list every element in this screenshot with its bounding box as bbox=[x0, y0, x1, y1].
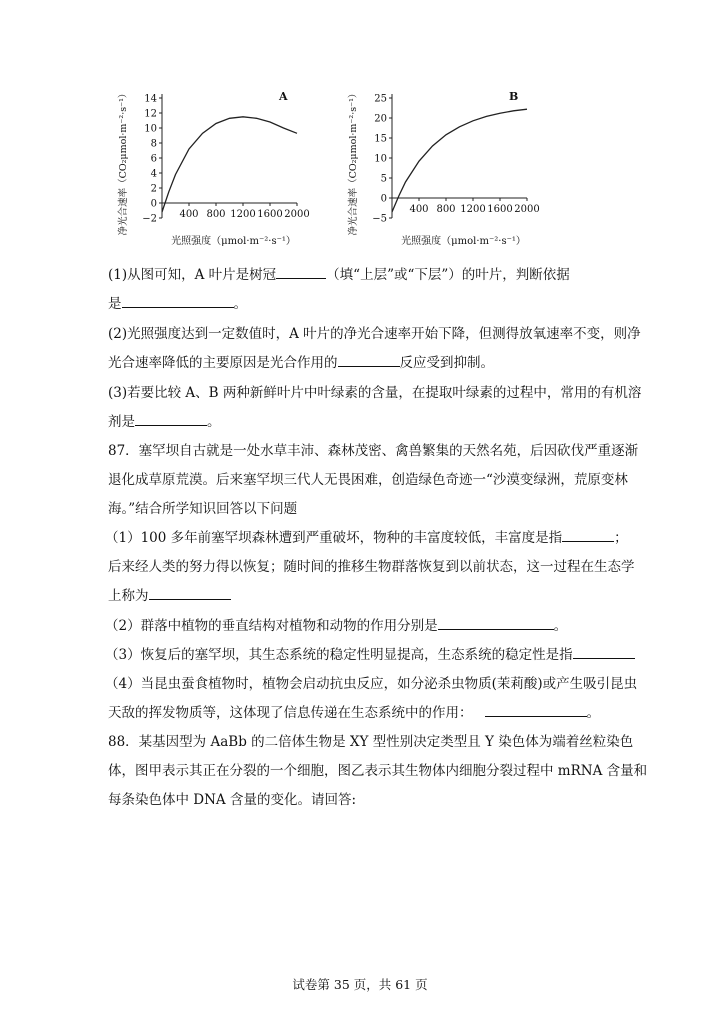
chart-b-x-tick-label: 800 bbox=[436, 204, 456, 215]
p87-text-b: 退化成草原荒漠。后来塞罕坝三代人无畏困难，创造绿色奇迹一“沙漠变绿洲，荒原变林 bbox=[108, 472, 628, 488]
q1-text-d: 。 bbox=[233, 296, 247, 312]
answer-blank-s1-succession[interactable] bbox=[149, 585, 231, 600]
s1-text-c: 后来经人类的努力得以恢复；随时间的推移生物群落恢复到以前状态，这一过程在生态学 bbox=[108, 559, 635, 575]
s1-text-a: （1）100 多年前塞罕坝森林遭到严重破坏，物种的丰富度较低，丰富度是指 bbox=[105, 530, 563, 546]
chart-a-y-axis-label: 净光合速率（CO₂μmol·m⁻²·s⁻¹） bbox=[118, 88, 129, 236]
s2-text-a: （2）群落中植物的垂直结构对植物和动物的作用分别是 bbox=[105, 618, 438, 634]
p88-text-c: 每条染色体中 DNA 含量的变化。请回答: bbox=[108, 792, 357, 808]
answer-blank-s4[interactable] bbox=[485, 702, 587, 717]
s3-text-a: （3）恢复后的塞罕坝，其生态系统的稳定性明显提高，生态系统的稳定性是指 bbox=[105, 647, 573, 663]
question-3-line-2 bbox=[0, 410, 720, 430]
answer-blank-s3[interactable] bbox=[573, 644, 635, 659]
chart-b-y-tick-label: 10 bbox=[374, 153, 387, 165]
answer-blank-q1-basis[interactable] bbox=[122, 293, 234, 308]
chart-a-y-tick-label: 14 bbox=[144, 93, 157, 105]
question-1-line-2 bbox=[0, 292, 720, 312]
sub-question-4-line-1 bbox=[0, 672, 720, 692]
q2-text-a: (2)光照强度达到一定数值时，A 叶片的净光合速率开始下降，但测得放氧速率不变，则净 bbox=[108, 326, 641, 342]
chart-b-x-tick-label: 1600 bbox=[487, 204, 513, 215]
chart-a-y-tick-label: 8 bbox=[150, 138, 157, 150]
chart-a-series-line bbox=[162, 117, 297, 212]
chart-a-x-tick-label: 1200 bbox=[230, 209, 256, 220]
sub-question-1-line-1 bbox=[0, 526, 720, 546]
answer-blank-q2[interactable] bbox=[338, 352, 400, 367]
p87-text-a: 87．塞罕坝自古就是一处水草丰沛、森林茂密、禽兽繁集的天然名苑，后因砍伐严重逐渐 bbox=[108, 443, 639, 459]
chart-a-x-tick-label: 2000 bbox=[284, 209, 310, 220]
problem-87-line-2 bbox=[0, 468, 720, 488]
answer-blank-q1-layer[interactable] bbox=[276, 264, 326, 279]
chart-b-x-tick-label: 400 bbox=[409, 204, 429, 215]
question-2-line-1 bbox=[0, 322, 720, 342]
answer-blank-s2[interactable] bbox=[438, 615, 554, 630]
problem-88-line-1 bbox=[0, 730, 720, 750]
problem-88-line-3 bbox=[0, 788, 720, 808]
s4-text-c: 。 bbox=[586, 705, 600, 721]
chart-b-y-tick-label: 25 bbox=[374, 93, 387, 105]
answer-blank-q3[interactable] bbox=[135, 411, 207, 426]
page-footer: 试卷第 35 页，共 61 页 bbox=[292, 977, 428, 992]
chart-b-y-tick-label: 5 bbox=[380, 173, 387, 185]
chart-b-y-axis-label: 净光合速率（CO₂μmol·m⁻²·s⁻¹） bbox=[348, 88, 359, 236]
chart-a bbox=[112, 86, 312, 251]
chart-a-y-tick-label: 0 bbox=[150, 198, 157, 210]
chart-a-x-tick-label: 800 bbox=[206, 209, 226, 220]
chart-b bbox=[342, 86, 542, 251]
chart-b-x-tick-label: 1200 bbox=[460, 204, 486, 215]
chart-a-x-tick-label: 400 bbox=[179, 209, 199, 220]
problem-88-line-2 bbox=[0, 759, 720, 779]
chart-b-x-axis-label: 光照强度（μmol·m⁻²·s⁻¹） bbox=[401, 236, 526, 247]
s4-text-b: 天敌的挥发物质等，这体现了信息传递在生态系统中的作用： bbox=[108, 705, 473, 721]
chart-b-y-tick-label: 0 bbox=[380, 193, 387, 205]
s4-text-a: （4）当昆虫蚕食植物时，植物会启动抗虫反应，如分泌杀虫物质(茉莉酸)或产生吸引昆虫 bbox=[105, 676, 638, 692]
chart-a-y-tick-label: −2 bbox=[142, 213, 157, 225]
question-2-line-2 bbox=[0, 351, 720, 371]
chart-b-y-tick-label: −5 bbox=[372, 213, 387, 225]
chart-b-y-tick-label: 15 bbox=[374, 133, 387, 145]
q3-text-b: 剂是 bbox=[108, 414, 135, 430]
question-1-line-1 bbox=[0, 263, 720, 283]
chart-a-y-tick-label: 6 bbox=[150, 153, 157, 165]
q1-text-c: 是 bbox=[108, 296, 122, 312]
sub-question-1-line-3 bbox=[0, 584, 720, 604]
question-3-line-1 bbox=[0, 381, 720, 401]
sub-question-1-line-2 bbox=[0, 555, 720, 575]
chart-b-series-line bbox=[392, 109, 527, 212]
q3-text-c: 。 bbox=[207, 414, 221, 430]
chart-b-y-tick-label: 20 bbox=[374, 113, 387, 125]
sub-question-4-line-2 bbox=[0, 701, 720, 721]
chart-a-y-tick-label: 2 bbox=[150, 183, 157, 195]
chart-a-y-tick-label: 10 bbox=[144, 123, 157, 135]
q2-text-c: 反应受到抑制。 bbox=[399, 355, 494, 371]
p87-text-c: 海。”结合所学知识回答以下问题 bbox=[108, 501, 298, 517]
p88-text-a: 88．某基因型为 AaBb 的二倍体生物是 XY 型性别决定类型且 Y 染色体为端着丝粒染色 bbox=[108, 734, 634, 750]
sub-question-2-line-1 bbox=[0, 614, 720, 634]
s2-text-b: 。 bbox=[553, 618, 568, 634]
q1-text-a: (1)从图可知，A 叶片是树冠 bbox=[108, 267, 277, 283]
q1-text-b: （填“上层”或“下层”）的叶片，判断依据 bbox=[326, 267, 570, 283]
s1-text-b: ； bbox=[614, 530, 628, 546]
chart-a-panel-label: A bbox=[279, 90, 288, 103]
chart-a-x-tick-label: 1600 bbox=[257, 209, 283, 220]
problem-87-line-1 bbox=[0, 439, 720, 459]
chart-a-y-tick-label: 4 bbox=[150, 168, 157, 180]
sub-question-3-line-1 bbox=[0, 643, 720, 663]
p88-text-b: 体，图甲表示其正在分裂的一个细胞，图乙表示其生物体内细胞分裂过程中 mRNA 含量和 bbox=[108, 763, 648, 779]
chart-a-y-tick-label: 12 bbox=[144, 108, 157, 120]
answer-blank-s1-richness[interactable] bbox=[562, 527, 614, 542]
chart-a-x-axis-label: 光照强度（μmol·m⁻²·s⁻¹） bbox=[171, 236, 296, 247]
s1-text-d: 上称为 bbox=[108, 588, 149, 604]
q2-text-b: 光合速率降低的主要原因是光合作用的 bbox=[108, 355, 338, 371]
chart-b-panel-label: B bbox=[509, 90, 519, 103]
problem-87-line-3 bbox=[0, 497, 720, 517]
chart-b-x-tick-label: 2000 bbox=[514, 204, 540, 215]
q3-text-a: (3)若要比较 A、B 两种新鲜叶片中叶绿素的含量，在提取叶绿素的过程中，常用的有机溶 bbox=[108, 385, 642, 401]
